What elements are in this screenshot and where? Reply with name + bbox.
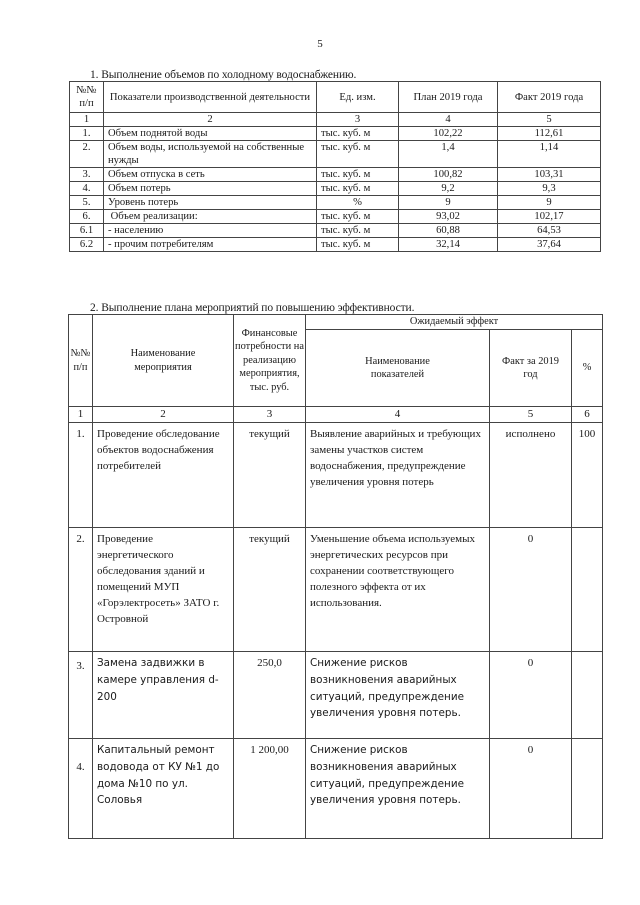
t1-row-unit: тыс. куб. м (317, 210, 399, 224)
t1-row-indicator: - населению (104, 224, 317, 238)
t2-row-fact: 0 (490, 739, 572, 839)
table-row (70, 182, 601, 196)
t1-header-fact: Факт 2019 года (498, 82, 601, 113)
table-row (69, 652, 603, 739)
t1-row-fact: 37,64 (498, 238, 601, 252)
t1-row-fact: 64,53 (498, 224, 601, 238)
t1-row-num: 2. (70, 141, 104, 168)
t1-row-plan: 9 (399, 196, 498, 210)
t2-header-name: Наименование мероприятия (93, 315, 234, 407)
t1-col-number: 4 (399, 113, 498, 127)
t1-row-fact: 112,61 (498, 127, 601, 141)
t1-row-fact: 1,14 (498, 141, 601, 168)
t1-row-fact: 102,17 (498, 210, 601, 224)
t2-row-percent (572, 528, 603, 652)
t1-col-number: 5 (498, 113, 601, 127)
t1-row-unit: тыс. куб. м (317, 224, 399, 238)
t2-row-num: 4. (69, 739, 93, 839)
t1-row-num: 6. (70, 210, 104, 224)
t1-row-unit: тыс. куб. м (317, 168, 399, 182)
table-row (70, 141, 601, 168)
t1-row-fact: 9,3 (498, 182, 601, 196)
table-row (70, 210, 601, 224)
t2-header-num: №№ п/п (69, 315, 93, 407)
t1-row-unit: тыс. куб. м (317, 238, 399, 252)
t1-row-num: 6.2 (70, 238, 104, 252)
cold-water-volumes-table (69, 81, 601, 252)
t1-row-indicator: Объем поднятой воды (104, 127, 317, 141)
t1-row-plan: 9,2 (399, 182, 498, 196)
t1-row-num: 6.1 (70, 224, 104, 238)
table-row (69, 423, 603, 528)
t2-row-finance: 250,0 (234, 652, 306, 739)
t2-row-finance: текущий (234, 423, 306, 528)
t2-col-number: 2 (93, 407, 234, 423)
page-number: 5 (317, 38, 323, 50)
t1-row-unit: тыс. куб. м (317, 141, 399, 168)
t2-row-fact: 0 (490, 528, 572, 652)
t2-row-percent: 100 (572, 423, 603, 528)
t2-col-number: 3 (234, 407, 306, 423)
t2-col-number: 4 (306, 407, 490, 423)
t2-row-name: Проведение энергетического обследования зданий и помещений МУП «Горэлектросеть» ЗАТО г. Островной (93, 528, 234, 652)
efficiency-measures-table (68, 314, 603, 839)
t1-col-number: 1 (70, 113, 104, 127)
t2-row-finance: текущий (234, 528, 306, 652)
t2-header-fact: Факт за 2019 год (490, 330, 572, 407)
t2-row-indicator: Уменьшение объема используемых энергетических ресурсов при сохранении соответствующего полезного эффекта от их использования. (306, 528, 490, 652)
t2-col-number: 6 (572, 407, 603, 423)
t1-row-fact: 9 (498, 196, 601, 210)
t1-col-number: 2 (104, 113, 317, 127)
table-row (70, 224, 601, 238)
t1-row-unit: % (317, 196, 399, 210)
t1-row-indicator: Объем реализации: (104, 210, 317, 224)
t2-header-finance: Финансовые потребности на реализацию мероприятия, тыс. руб. (234, 315, 306, 407)
t2-row-num: 3. (69, 652, 93, 739)
t1-header-indicator: Показатели производственной деятельности (104, 82, 317, 113)
t2-col-number: 5 (490, 407, 572, 423)
t2-row-name: Проведение обследование объектов водоснабжения потребителей (93, 423, 234, 528)
table2-numbering-row (69, 407, 603, 423)
t2-header-indicators: Наименование показателей (306, 330, 490, 407)
t1-row-unit: тыс. куб. м (317, 182, 399, 196)
t2-row-percent (572, 739, 603, 839)
t2-row-percent (572, 652, 603, 739)
t2-row-indicator: Выявление аварийных и требующих замены участков систем водоснабжения, предупреждение увеличения уровня потерь (306, 423, 490, 528)
table1-numbering-row (70, 113, 601, 127)
t1-row-indicator: Уровень потерь (104, 196, 317, 210)
t2-row-indicator: Снижение рисков возникновения аварийных ситуаций, предупреждение увеличения уровня потерь. (306, 739, 490, 839)
t1-row-num: 1. (70, 127, 104, 141)
t1-row-plan: 100,82 (399, 168, 498, 182)
t2-header-percent: % (572, 330, 603, 407)
t1-header-unit: Ед. изм. (317, 82, 399, 113)
t1-col-number: 3 (317, 113, 399, 127)
table-row (70, 168, 601, 182)
t2-row-fact: 0 (490, 652, 572, 739)
t1-row-plan: 102,22 (399, 127, 498, 141)
t1-row-indicator: Объем воды, используемой на собственные нужды (104, 141, 317, 168)
t1-row-num: 3. (70, 168, 104, 182)
t2-row-fact: исполнено (490, 423, 572, 528)
table-row (70, 196, 601, 210)
t2-row-finance: 1 200,00 (234, 739, 306, 839)
t1-row-plan: 93,02 (399, 210, 498, 224)
section1-caption: 1. Выполнение объемов по холодному водоснабжению. (90, 69, 357, 81)
table2-header-row (69, 315, 603, 330)
section2-caption: 2. Выполнение плана мероприятий по повышению эффективности. (90, 302, 415, 314)
t1-row-num: 4. (70, 182, 104, 196)
t2-row-indicator: Снижение рисков возникновения аварийных ситуаций, предупреждение увеличения уровня потерь. (306, 652, 490, 739)
t1-row-plan: 32,14 (399, 238, 498, 252)
t2-header-effect: Ожидаемый эффект (306, 315, 603, 330)
t2-row-name: Капитальный ремонт водовода от КУ №1 до дома №10 по ул. Соловья (93, 739, 234, 839)
table-row (69, 528, 603, 652)
t1-row-indicator: Объем потерь (104, 182, 317, 196)
t2-col-number: 1 (69, 407, 93, 423)
t2-row-num: 1. (69, 423, 93, 528)
t1-row-fact: 103,31 (498, 168, 601, 182)
table1-header-row (70, 82, 601, 113)
t2-row-num: 2. (69, 528, 93, 652)
t1-row-plan: 1,4 (399, 141, 498, 168)
table-row (69, 739, 603, 839)
t1-row-indicator: - прочим потребителям (104, 238, 317, 252)
t1-row-num: 5. (70, 196, 104, 210)
t1-row-indicator: Объем отпуска в сеть (104, 168, 317, 182)
t1-row-plan: 60,88 (399, 224, 498, 238)
table-row (70, 127, 601, 141)
t2-row-name: Замена задвижки в камере управления d-200 (93, 652, 234, 739)
t1-header-plan: План 2019 года (399, 82, 498, 113)
t1-row-unit: тыс. куб. м (317, 127, 399, 141)
table-row (70, 238, 601, 252)
t1-header-num: №№ п/п (70, 82, 104, 113)
